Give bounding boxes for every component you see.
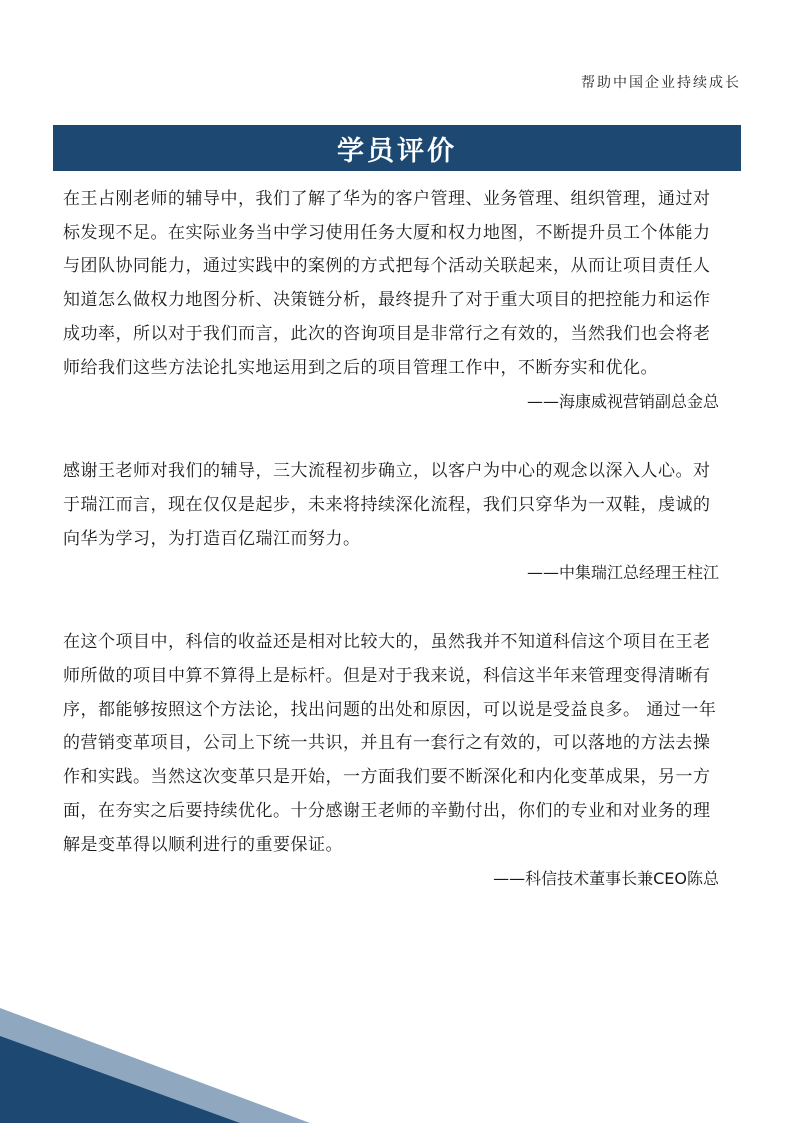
- review-item: [63, 455, 723, 590]
- review-text: 在王占刚老师的辅导中，我们了解了华为的客户管理、业务管理、组织管理，通过对标发现不足。在实际业务当中学习使用任务大厦和权力地图，不断提升员工个体能力与团队协同能力，通过实践中的案例的方式把每个活动关联起来，从而让项目责任人知道怎么做权力地图分析、决策链分析，最终提升了对于重大项目的把控能力和运作成功率，所以对于我们而言，此次的咨询项目是非常行之有效的，当然我们也会将老师给我们这些方法论扎实地运用到之后的项目管理工作中，不断夯实和优化。: [63, 189, 711, 378]
- reviews-list: [63, 183, 723, 932]
- review-item: [63, 626, 723, 896]
- review-text: 在这个项目中，科信的收益还是相对比较大的，虽然我并不知道科信这个项目在王老师所做的项目中算不算得上是标杆。但是对于我来说，科信这半年来管理变得清晰有序，都能够按照这个方法论，找出问题的出处和原因，可以说是受益良多。 通过一年的营销变革项目，公司上下统一共识，并且有一套行之有效的，可以落地的方法去操作和实践。当然这次变革只是开始，一方面我们要不断深化和内化变革成果，另一方面，在夯实之后要持续优化。十分感谢王老师的辛勤付出，你们的专业和对业务的理解是变革得以顺利进行的重要保证。: [63, 632, 717, 855]
- header-tagline: 帮助中国企业持续成长: [581, 75, 741, 91]
- review-author: ——中集瑞江总经理王柱江: [526, 563, 719, 583]
- review-author: ——海康威视营销副总金总: [526, 392, 719, 412]
- page-title: 学员评价: [337, 135, 457, 167]
- corner-decoration: [0, 1008, 310, 1123]
- review-text: 感谢王老师对我们的辅导，三大流程初步确立，以客户为中心的观念以深入人心。对于瑞江而言，现在仅仅是起步，未来将持续深化流程，我们只穿华为一双鞋，虔诚的向华为学习，为打造百亿瑞江而努力。: [63, 461, 711, 549]
- review-item: [63, 183, 723, 419]
- title-banner: [53, 125, 741, 171]
- review-author: ——科信技术董事长兼CEO陈总: [493, 869, 719, 889]
